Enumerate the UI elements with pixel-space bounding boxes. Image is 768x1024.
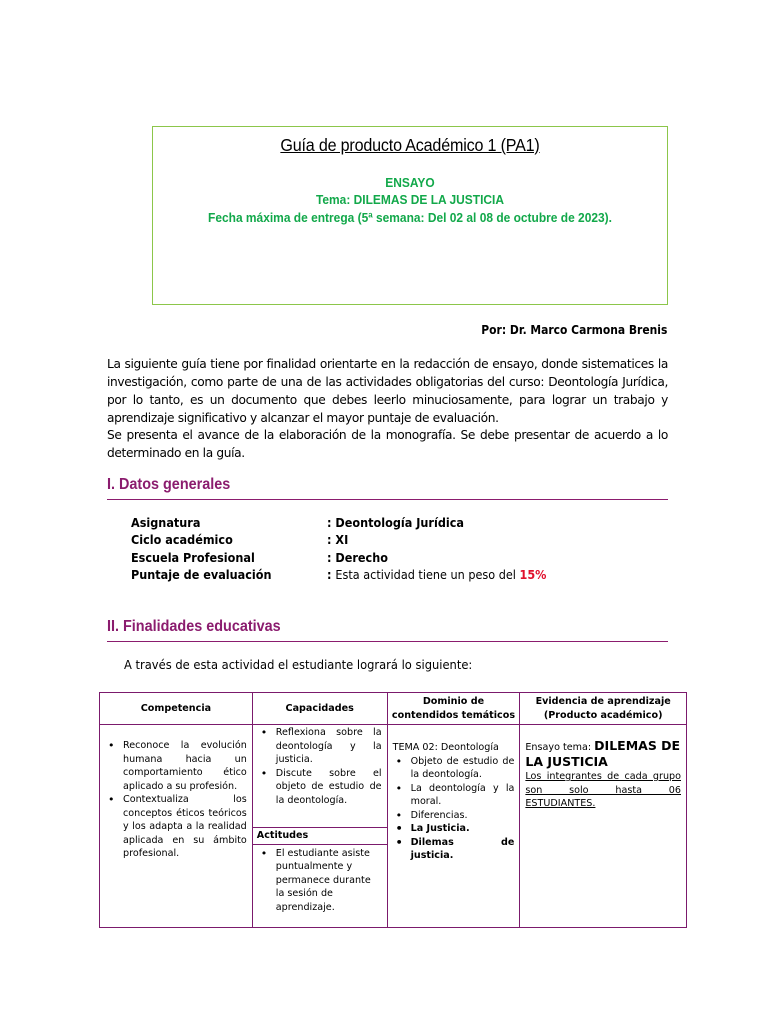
document-title: Guía de producto Académico 1 (PA1) <box>280 135 540 155</box>
table-header: Competencia <box>100 693 253 725</box>
intro-paragraph-2: Se presenta el avance de la elaboración de la monografía. Se debe presentar de acuerdo a lo determinado en la guía. <box>107 428 668 460</box>
table-header-row <box>100 693 687 725</box>
table-header: Capacidades <box>252 693 387 725</box>
section-intro: A través de esta actividad el estudiante logrará lo siguiente: <box>124 657 473 672</box>
actitudes-label: Actitudes <box>253 827 387 844</box>
weight-highlight: 15% <box>519 567 547 582</box>
list-item: • Discute sobre el objeto de estudio de la deontología. <box>258 767 382 808</box>
list-item: • Contextualiza los conceptos éticos teóricos y los adapta a la realidad aplicada en su ámbito profesional. <box>105 793 247 861</box>
data-label: Asignatura <box>131 515 201 530</box>
document-topic: Tema: DILEMAS DE LA JUSTICIA <box>315 192 505 207</box>
competencia-cell <box>100 725 253 928</box>
list-item: • Diferencias. <box>393 809 515 823</box>
list-item: • El estudiante asiste puntualmente y permanece durante la sesión de aprendizaje. <box>258 847 382 915</box>
table-row <box>100 725 687 928</box>
deadline: Fecha máxima de entrega (5ª semana: Del 02 al 08 de octubre de 2023). <box>208 210 612 225</box>
data-label: Puntaje de evaluación <box>131 567 272 582</box>
evidencia-note: Los integrantes de cada grupo son solo hasta 06 ESTUDIANTES. <box>525 771 681 809</box>
evidencia-topic: Ensayo tema: DILEMAS DE LA JUSTICIA <box>525 738 681 769</box>
list-item: • Reconoce la evolución humana hacia un comportamiento ético aplicado a su profesión. <box>105 739 247 793</box>
intro-paragraph: La siguiente guía tiene por finalidad orientarte en la redacción de ensayo, donde sistematices la investigación, como parte de una de las actividades obligatorias del curso: Deontología Jurídica, por lo tanto, es un documento que debes leerlo minuciosamente, para lograr un trabajo y aprendizaje significativo y alcanzar el mayor puntaje de evaluación. <box>107 357 668 425</box>
competencies-table <box>99 692 687 928</box>
list-item: • La deontología y la moral. <box>393 782 515 809</box>
data-value: : Deontología Jurídica <box>327 515 465 530</box>
list-item: • Objeto de estudio de la deontología. <box>393 755 515 782</box>
table-header: Dominio de contendidos temáticos <box>387 693 520 725</box>
data-value: : XI <box>327 532 349 547</box>
data-label: Escuela Profesional <box>131 550 255 565</box>
author: Por: Dr. Marco Carmona Brenis <box>480 322 667 337</box>
evidencia-cell <box>520 725 687 928</box>
capacidades-cell <box>252 725 387 928</box>
list-item: • Reflexiona sobre la deontología y la justicia. <box>258 726 382 767</box>
document-type: ENSAYO <box>385 175 435 190</box>
data-value: : Derecho <box>327 550 388 565</box>
data-label: Ciclo académico <box>131 532 233 547</box>
section-heading-finalidades: II. Finalidades educativas <box>107 618 668 642</box>
data-value: : Esta actividad tiene un peso del 15% <box>327 567 547 582</box>
table-header: Evidencia de aprendizaje (Producto académico) <box>520 693 687 725</box>
list-item: • La Justicia. <box>393 822 515 836</box>
dominio-title: TEMA 02: Deontología <box>392 742 499 753</box>
header-box <box>152 126 668 305</box>
section-heading-datos: I. Datos generales <box>107 476 668 500</box>
list-item: • Dilemas de justicia. <box>393 836 515 863</box>
dominio-cell <box>387 725 520 928</box>
